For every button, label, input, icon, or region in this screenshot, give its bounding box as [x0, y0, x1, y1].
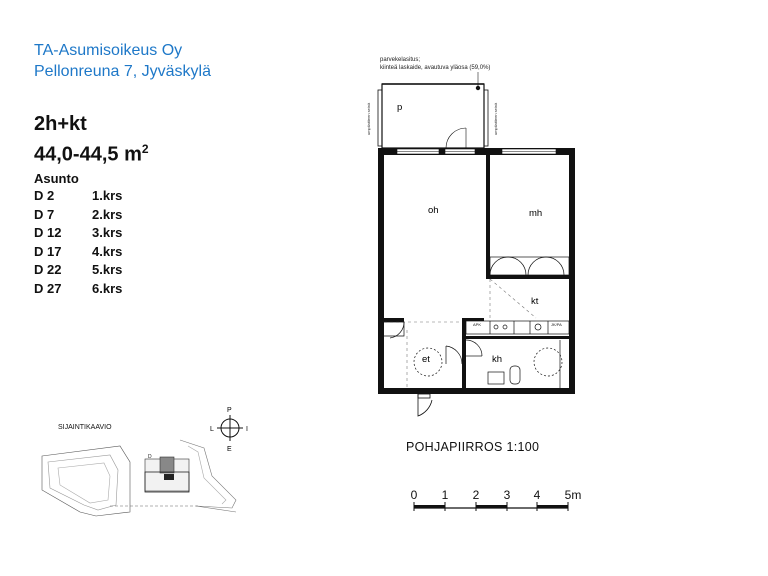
apartment-floor: 2.krs [92, 206, 123, 222]
balcony-note-line-2: kiinteä laskaide, avautuva yläosa (59,0%) [380, 65, 491, 71]
apartment-code: D 22 [34, 262, 62, 277]
compass-west-label: L [210, 426, 214, 433]
site-plan-label: SIJAINTIKAAVIO [58, 424, 112, 431]
apartment-floor: 4.krs [92, 243, 123, 259]
apartment-floor: 1.krs [92, 188, 123, 203]
svg-text:APK: APK [473, 322, 482, 327]
apartment-floor: 6.krs [92, 280, 123, 296]
interior-walls [384, 155, 569, 388]
outer-walls [378, 148, 575, 394]
scale-label-1: 1 [441, 488, 449, 502]
scale-label-2: 2 [472, 488, 480, 502]
front-door [418, 394, 432, 416]
site-plan [42, 440, 236, 516]
apartment-floor: 5.krs [92, 262, 123, 277]
scale-label-0: 0 [410, 488, 418, 502]
compass-south-label: E [227, 446, 232, 453]
balcony-note-dot [476, 86, 480, 90]
scale-label-5: 5m [564, 488, 582, 502]
apartment-type: 2h+kt [34, 113, 87, 135]
scale-bar [414, 502, 568, 511]
site-building-letter: D [148, 454, 152, 460]
balcony-note-line-1: parvekelasitus; [380, 57, 421, 63]
scale-label-4: 4 [533, 488, 541, 502]
apartment-code: D 7 [34, 206, 55, 222]
apartment-code: D 27 [34, 280, 62, 296]
svg-text:umpilaitteen seinä: umpilaitteen seinä [493, 102, 498, 135]
apartment-table-heading: Asunto [34, 171, 79, 186]
company-name: TA-Asumisoikeus Oy [34, 42, 183, 59]
svg-text:JK/PA: JK/PA [551, 322, 562, 327]
bathroom-fixtures [466, 340, 562, 388]
plan-dashed-lines [384, 279, 536, 388]
room-label-living: oh [428, 205, 439, 216]
compass-north-label: P [227, 407, 232, 414]
kitchen-counter [466, 321, 569, 334]
apartment-code: D 12 [34, 225, 62, 240]
balcony [366, 84, 498, 148]
room-label-bedroom: mh [529, 208, 543, 219]
entry-fixtures [384, 322, 462, 376]
area-value: 44,0-44,5 m [34, 143, 142, 166]
room-label-balcony: p [397, 102, 403, 113]
room-label-entry: et [422, 354, 430, 365]
scale-label-3: 3 [503, 488, 511, 502]
room-label-bathroom: kh [492, 354, 503, 365]
area-unit-sup: 2 [141, 142, 149, 156]
plan-title: POHJAPIIRROS 1:100 [406, 440, 540, 454]
apartment-code: D 2 [34, 188, 55, 203]
compass-rose [210, 407, 248, 453]
compass-east-label: I [246, 426, 248, 433]
apartment-floor: 3.krs [92, 225, 123, 240]
wardrobes [490, 257, 569, 275]
room-label-kitchen: kt [531, 296, 539, 307]
svg-text:umpilaitteen seinä: umpilaitteen seinä [366, 102, 371, 135]
property-address: Pellonreuna 7, Jyväskylä [34, 63, 211, 80]
apartment-code: D 17 [34, 243, 62, 259]
